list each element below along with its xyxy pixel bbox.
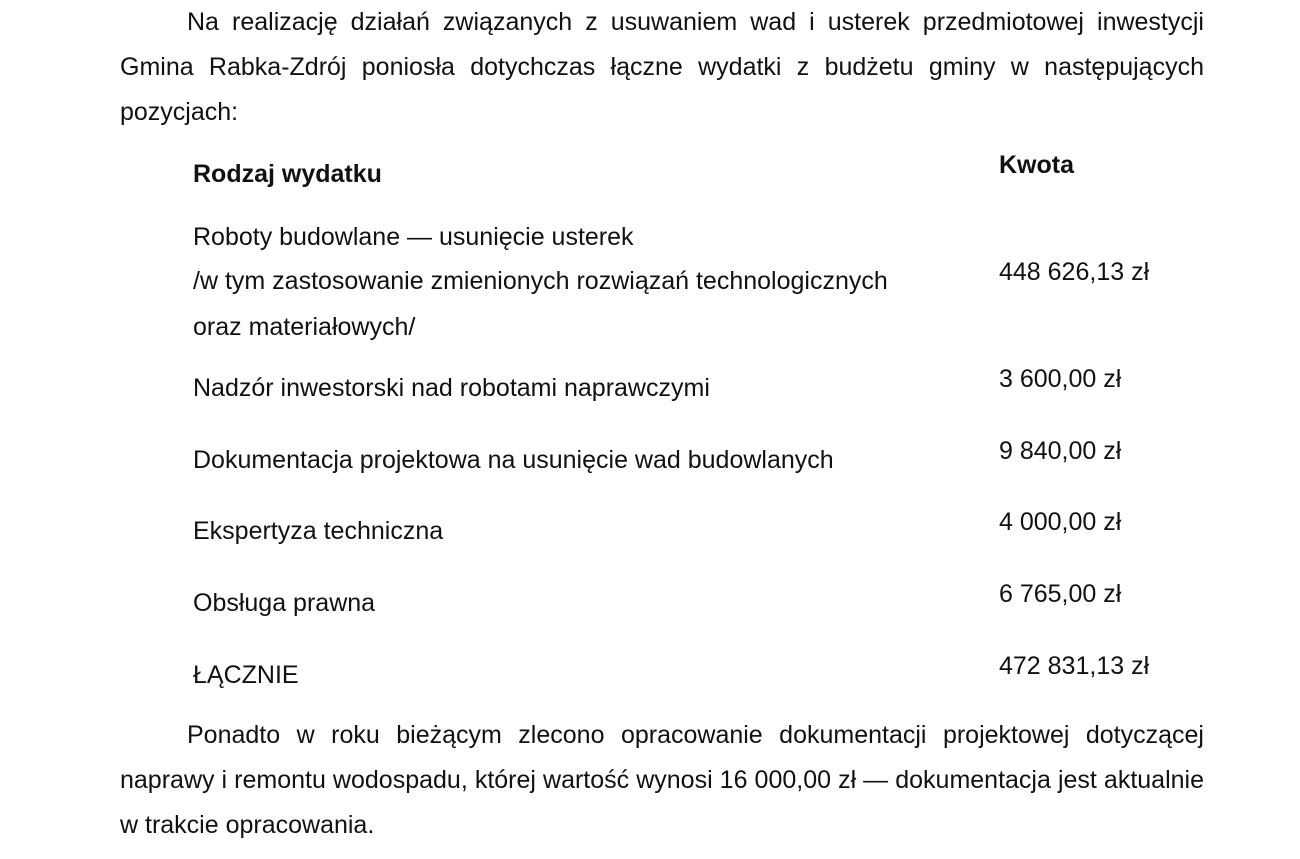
intro-paragraph: Na realizację działań związanych z usuwaniem wad i usterek przedmiotowej inwestycji Gmina Rabka-Zdrój poniosła dotychczas łączne wydatki z budżetu gminy w następujących pozycjach:	[120, 8, 1204, 126]
row-description: Ekspertyza techniczna	[193, 517, 444, 545]
row-amount: 448 626,13 zł	[999, 258, 1150, 286]
total-amount: 472 831,13 zł	[999, 652, 1150, 680]
row-amount: 3 600,00 zł	[999, 365, 1122, 393]
row-amount: 4 000,00 zł	[999, 508, 1122, 536]
row-description: Dokumentacja projektowa na usunięcie wad budowlanych	[193, 446, 834, 474]
row-description: Obsługa prawna	[193, 589, 376, 617]
total-label: ŁĄCZNIE	[193, 661, 299, 689]
row-amount: 6 765,00 zł	[999, 580, 1122, 608]
closing-paragraph: Ponadto w roku bieżącym zlecono opracowanie dokumentacji projektowej dotyczącej naprawy i remontu wodospadu, której wartość wynosi 16 000,00 zł — dokumentacja jest aktualnie w trakcie opracowania.	[120, 721, 1204, 839]
row-description: Nadzór inwestorski nad robotami naprawczymi	[193, 374, 710, 402]
row-description-line: Roboty budowlane — usunięcie usterek	[193, 223, 634, 251]
row-amount: 9 840,00 zł	[999, 437, 1122, 465]
row-description-line: oraz materiałowych/	[193, 313, 416, 341]
header-expense-type: Rodzaj wydatku	[193, 160, 382, 188]
row-description-line: /w tym zastosowanie zmienionych rozwiązań technologicznych	[193, 267, 888, 295]
header-amount: Kwota	[999, 151, 1074, 179]
